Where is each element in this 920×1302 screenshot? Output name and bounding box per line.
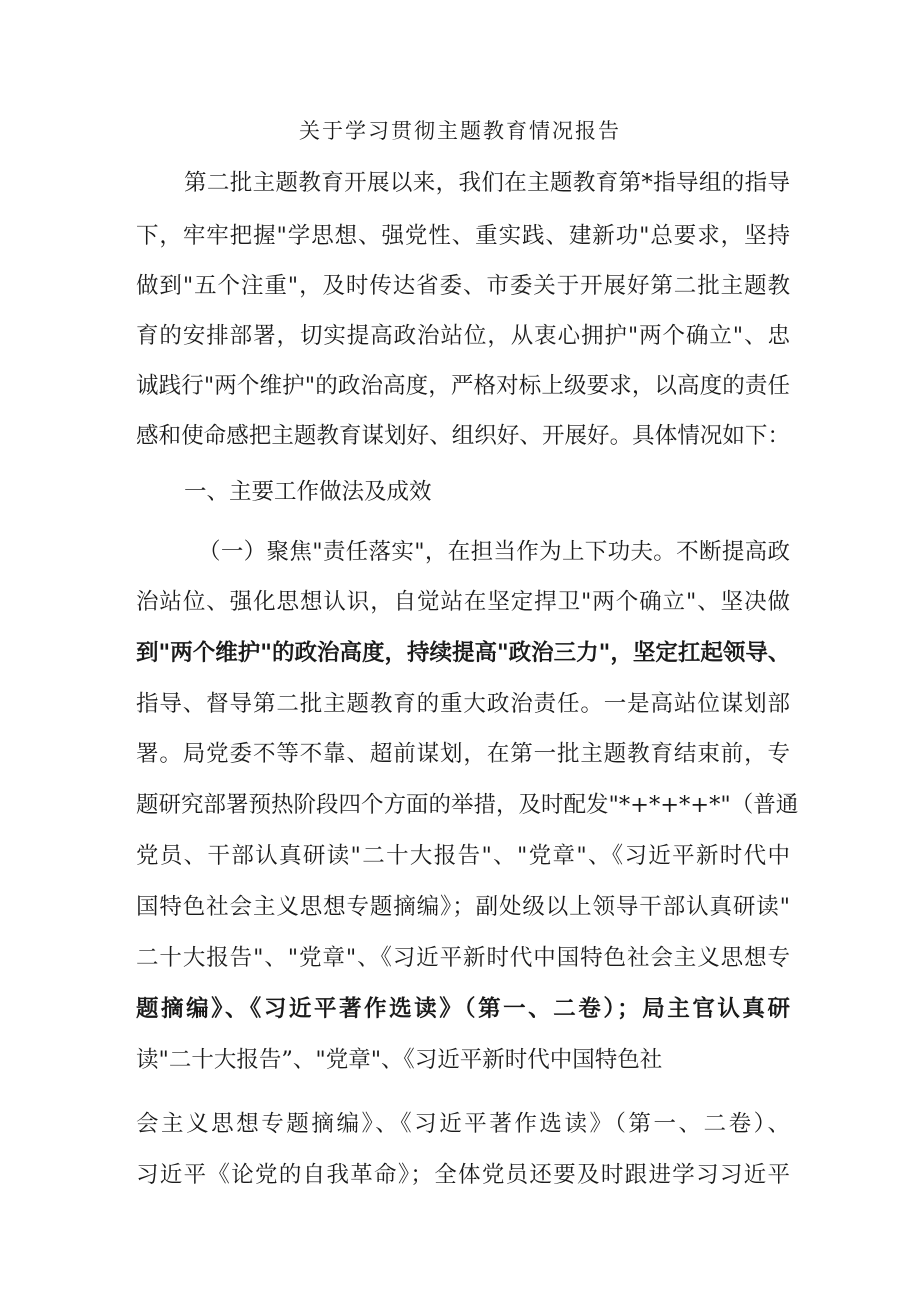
paragraph-line: 题摘编》、《习近平著作选读》（第一、二卷）；局主官认真研 (136, 996, 790, 1022)
paragraph-line: 会主义思想专题摘编》、《习近平著作选读》（第一、二卷）、 (136, 1111, 790, 1137)
paragraph-line: 题研究部署预热阶段四个方面的举措，及时配发"*+*+*+*"（普通 (136, 792, 799, 818)
paragraph-line: 读"二十大报告”、"党章"、《习近平新时代中国特色社 (136, 1047, 663, 1073)
paragraph-line: 做到"五个注重"，及时传达省委、市委关于开展好第二批主题教 (136, 273, 790, 299)
paragraph-line: 治站位、强化思想认识，自觉站在坚定捍卫"两个确立"、坚决做 (136, 589, 790, 615)
paragraph-line: 到"两个维护"的政治高度，持续提高"政治三力"，坚定扛起领导、 (136, 640, 791, 666)
paragraph-line: 二十大报告"、"党章"、《习近平新时代中国特色社会主义思想专 (136, 945, 790, 971)
paragraph-line: 党员、干部认真研读"二十大报告"、"党章"、《习近平新时代中 (136, 843, 790, 869)
paragraph-line: 下，牢牢把握"学思想、强党性、重实践、建新功"总要求，坚持 (136, 223, 790, 249)
paragraph-line: 第二批主题教育开展以来，我们在主题教育第*指导组的指导 (184, 170, 790, 196)
paragraph-line: 诚践行"两个维护"的政治高度，严格对标上级要求，以高度的责任 (136, 373, 790, 399)
document-title: 关于学习贯彻主题教育情况报告 (299, 119, 621, 143)
paragraph-line: 署。局党委不等不靠、超前谋划，在第一批主题教育结束前，专 (136, 741, 790, 767)
paragraph-line: （一）聚焦"责任落实"，在担当作为上下功夫。不断提高政 (198, 539, 790, 565)
paragraph-line: 国特色社会主义思想专题摘编》；副处级以上领导干部认真研读" (136, 894, 790, 920)
paragraph-line: 习近平《论党的自我革命》；全体党员还要及时跟进学习习近平 (136, 1162, 790, 1188)
section-heading: 一、主要工作做法及成效 (184, 479, 432, 505)
paragraph-line: 感和使命感把主题教育谋划好、组织好、开展好。具体情况如下： (136, 423, 790, 449)
paragraph-line: 指导、督导第二批主题教育的重大政治责任。一是高站位谋划部 (136, 691, 790, 717)
paragraph-line: 育的安排部署，切实提高政治站位，从衷心拥护"两个确立"、忠 (136, 323, 790, 349)
